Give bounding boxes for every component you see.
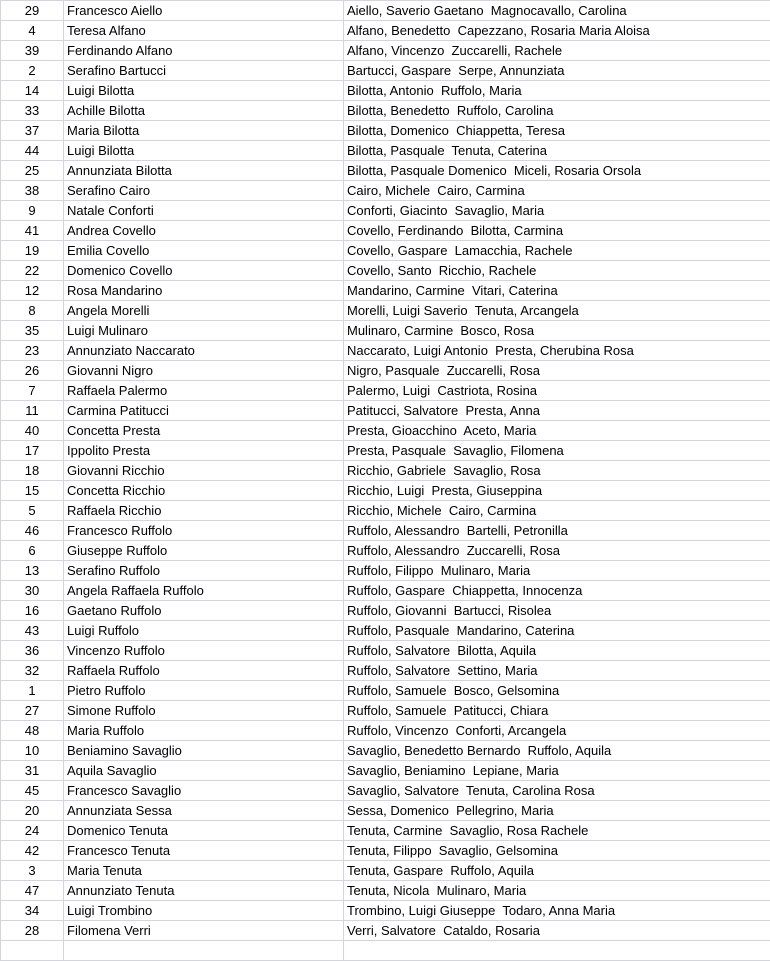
name-cell[interactable]: Luigi Ruffolo [64,621,344,641]
table-row [1,701,770,721]
parents-cell[interactable]: Ruffolo, Filippo Mulinaro, Maria [344,561,770,581]
num-cell[interactable]: 24 [1,821,64,841]
parents-cell[interactable]: Bilotta, Domenico Chiappetta, Teresa [344,121,770,141]
name-cell[interactable]: Ferdinando Alfano [64,41,344,61]
name-cell[interactable]: Francesco Savaglio [64,781,344,801]
table-row [1,301,770,321]
name-cell[interactable]: Domenico Tenuta [64,821,344,841]
parents-cell[interactable]: Ricchio, Gabriele Savaglio, Rosa [344,461,770,481]
name-cell[interactable]: Filomena Verri [64,921,344,941]
table-row [1,461,770,481]
parents-cell[interactable]: Tenuta, Gaspare Ruffolo, Aquila [344,861,770,881]
parents-cell[interactable]: Patitucci, Salvatore Presta, Anna [344,401,770,421]
table-row [1,161,770,181]
table-row [1,101,770,121]
num-cell[interactable]: 36 [1,641,64,661]
table-row [1,481,770,501]
table-row [1,281,770,301]
num-cell[interactable]: 19 [1,241,64,261]
num-cell[interactable]: 17 [1,441,64,461]
num-cell[interactable]: 39 [1,41,64,61]
table-row [1,641,770,661]
table-row [1,201,770,221]
parents-cell[interactable]: Tenuta, Carmine Savaglio, Rosa Rachele [344,821,770,841]
name-cell[interactable]: Aquila Savaglio [64,761,344,781]
parents-cell[interactable]: Ruffolo, Alessandro Bartelli, Petronilla [344,521,770,541]
name-cell[interactable]: Natale Conforti [64,201,344,221]
num-cell[interactable]: 8 [1,301,64,321]
parents-cell[interactable]: Ricchio, Michele Cairo, Carmina [344,501,770,521]
table-row [1,381,770,401]
parents-cell[interactable]: Savaglio, Benedetto Bernardo Ruffolo, Aquila [344,741,770,761]
table-row [1,341,770,361]
num-cell[interactable]: 22 [1,261,64,281]
num-cell[interactable]: 47 [1,881,64,901]
table-row [1,1,770,21]
table-row [1,61,770,81]
parents-cell[interactable]: Bartucci, Gaspare Serpe, Annunziata [344,61,770,81]
table-row [1,541,770,561]
parents-cell[interactable]: Bilotta, Pasquale Tenuta, Caterina [344,141,770,161]
table-row [1,221,770,241]
num-cell[interactable]: 11 [1,401,64,421]
name-cell[interactable]: Giovanni Ricchio [64,461,344,481]
table-row [1,401,770,421]
name-cell[interactable]: Maria Bilotta [64,121,344,141]
name-cell[interactable]: Raffaela Palermo [64,381,344,401]
num-cell[interactable]: 29 [1,1,64,21]
table-row [1,441,770,461]
name-cell[interactable]: Emilia Covello [64,241,344,261]
parents-cell[interactable]: Ruffolo, Gaspare Chiappetta, Innocenza [344,581,770,601]
table-row [1,121,770,141]
num-cell[interactable]: 18 [1,461,64,481]
name-cell[interactable]: Annunziato Tenuta [64,881,344,901]
table-row [1,421,770,441]
parents-cell[interactable]: Alfano, Benedetto Capezzano, Rosaria Maria Aloisa [344,21,770,41]
num-cell[interactable]: 41 [1,221,64,241]
num-cell[interactable]: 23 [1,341,64,361]
num-cell[interactable]: 14 [1,81,64,101]
num-cell[interactable]: 28 [1,921,64,941]
num-cell[interactable]: 9 [1,201,64,221]
parents-cell[interactable]: Ruffolo, Giovanni Bartucci, Risolea [344,601,770,621]
num-cell[interactable]: 2 [1,61,64,81]
table-row [1,941,770,961]
parents-cell[interactable]: Covello, Ferdinando Bilotta, Carmina [344,221,770,241]
name-cell[interactable]: Luigi Bilotta [64,141,344,161]
name-cell[interactable]: Raffaela Ricchio [64,501,344,521]
parents-cell[interactable]: Aiello, Saverio Gaetano Magnocavallo, Carolina [344,1,770,21]
table-row [1,141,770,161]
table-row [1,561,770,581]
num-cell[interactable]: 34 [1,901,64,921]
table-row [1,681,770,701]
table-row [1,361,770,381]
num-cell[interactable]: 40 [1,421,64,441]
table-row [1,881,770,901]
parents-cell[interactable]: Trombino, Luigi Giuseppe Todaro, Anna Maria [344,901,770,921]
name-cell[interactable]: Luigi Trombino [64,901,344,921]
num-cell[interactable]: 7 [1,381,64,401]
table-row [1,41,770,61]
table-row [1,801,770,821]
name-cell[interactable]: Luigi Bilotta [64,81,344,101]
table-row [1,241,770,261]
num-cell[interactable]: 33 [1,101,64,121]
num-cell[interactable]: 1 [1,681,64,701]
name-cell[interactable]: Luigi Mulinaro [64,321,344,341]
table-row [1,501,770,521]
name-cell[interactable]: Serafino Bartucci [64,61,344,81]
name-cell[interactable]: Vincenzo Ruffolo [64,641,344,661]
parents-cell[interactable]: Mulinaro, Carmine Bosco, Rosa [344,321,770,341]
name-cell[interactable]: Concetta Ricchio [64,481,344,501]
parents-cell[interactable]: Savaglio, Beniamino Lepiane, Maria [344,761,770,781]
parents-cell[interactable]: Naccarato, Luigi Antonio Presta, Cherubina Rosa [344,341,770,361]
name-cell[interactable]: Francesco Tenuta [64,841,344,861]
name-cell[interactable]: Giuseppe Ruffolo [64,541,344,561]
table-body [1,1,770,961]
parents-cell[interactable]: Alfano, Vincenzo Zuccarelli, Rachele [344,41,770,61]
parents-cell[interactable]: Covello, Santo Ricchio, Rachele [344,261,770,281]
name-cell[interactable]: Angela Raffaela Ruffolo [64,581,344,601]
num-cell[interactable]: 6 [1,541,64,561]
name-cell[interactable]: Beniamino Savaglio [64,741,344,761]
parents-cell[interactable]: Palermo, Luigi Castriota, Rosina [344,381,770,401]
name-cell[interactable]: Francesco Ruffolo [64,521,344,541]
parents-cell[interactable]: Sessa, Domenico Pellegrino, Maria [344,801,770,821]
parents-cell[interactable]: Bilotta, Pasquale Domenico Miceli, Rosaria Orsola [344,161,770,181]
table-row [1,21,770,41]
num-cell[interactable]: 25 [1,161,64,181]
table-row [1,741,770,761]
table-row [1,821,770,841]
parents-cell[interactable]: Conforti, Giacinto Savaglio, Maria [344,201,770,221]
parents-cell[interactable]: Tenuta, Nicola Mulinaro, Maria [344,881,770,901]
table-row [1,521,770,541]
name-cell[interactable]: Andrea Covello [64,221,344,241]
num-cell[interactable] [1,941,64,961]
name-cell[interactable]: Ippolito Presta [64,441,344,461]
name-cell[interactable]: Francesco Aiello [64,1,344,21]
parents-cell[interactable]: Ruffolo, Vincenzo Conforti, Arcangela [344,721,770,741]
name-cell[interactable]: Giovanni Nigro [64,361,344,381]
parents-cell[interactable]: Ruffolo, Pasquale Mandarino, Caterina [344,621,770,641]
table-row [1,661,770,681]
name-cell[interactable]: Pietro Ruffolo [64,681,344,701]
name-cell[interactable] [64,941,344,961]
table-row [1,781,770,801]
parents-cell[interactable]: Savaglio, Salvatore Tenuta, Carolina Rosa [344,781,770,801]
table-row [1,841,770,861]
num-cell[interactable]: 5 [1,501,64,521]
table-row [1,81,770,101]
parents-cell[interactable]: Ruffolo, Salvatore Bilotta, Aquila [344,641,770,661]
num-cell[interactable]: 35 [1,321,64,341]
name-cell[interactable]: Maria Ruffolo [64,721,344,741]
num-cell[interactable]: 30 [1,581,64,601]
num-cell[interactable]: 27 [1,701,64,721]
name-cell[interactable]: Annunziata Sessa [64,801,344,821]
table-row [1,581,770,601]
parents-cell[interactable]: Bilotta, Antonio Ruffolo, Maria [344,81,770,101]
name-cell[interactable]: Carmina Patitucci [64,401,344,421]
parents-cell[interactable]: Ruffolo, Alessandro Zuccarelli, Rosa [344,541,770,561]
parents-cell[interactable]: Tenuta, Filippo Savaglio, Gelsomina [344,841,770,861]
num-cell[interactable]: 15 [1,481,64,501]
name-cell[interactable]: Rosa Mandarino [64,281,344,301]
num-cell[interactable]: 10 [1,741,64,761]
num-cell[interactable]: 20 [1,801,64,821]
num-cell[interactable]: 3 [1,861,64,881]
table-row [1,181,770,201]
parents-cell[interactable]: Covello, Gaspare Lamacchia, Rachele [344,241,770,261]
num-cell[interactable]: 46 [1,521,64,541]
parents-cell[interactable]: Morelli, Luigi Saverio Tenuta, Arcangela [344,301,770,321]
name-cell[interactable]: Teresa Alfano [64,21,344,41]
num-cell[interactable]: 48 [1,721,64,741]
name-cell[interactable]: Raffaela Ruffolo [64,661,344,681]
parents-cell[interactable]: Nigro, Pasquale Zuccarelli, Rosa [344,361,770,381]
num-cell[interactable]: 37 [1,121,64,141]
num-cell[interactable]: 45 [1,781,64,801]
table-row [1,261,770,281]
num-cell[interactable]: 43 [1,621,64,641]
name-cell[interactable]: Simone Ruffolo [64,701,344,721]
num-cell[interactable]: 16 [1,601,64,621]
table-row [1,921,770,941]
parents-cell[interactable]: Ruffolo, Salvatore Settino, Maria [344,661,770,681]
name-cell[interactable]: Serafino Cairo [64,181,344,201]
num-cell[interactable]: 12 [1,281,64,301]
table-row [1,621,770,641]
name-cell[interactable]: Serafino Ruffolo [64,561,344,581]
table-row [1,861,770,881]
name-cell[interactable]: Angela Morelli [64,301,344,321]
parents-cell[interactable] [344,941,770,961]
name-cell[interactable]: Maria Tenuta [64,861,344,881]
table-row [1,721,770,741]
num-cell[interactable]: 31 [1,761,64,781]
parents-cell[interactable]: Mandarino, Carmine Vitari, Caterina [344,281,770,301]
table-row [1,901,770,921]
num-cell[interactable]: 13 [1,561,64,581]
name-cell[interactable]: Annunziato Naccarato [64,341,344,361]
num-cell[interactable]: 32 [1,661,64,681]
name-cell[interactable]: Annunziata Bilotta [64,161,344,181]
num-cell[interactable]: 26 [1,361,64,381]
parents-cell[interactable]: Presta, Pasquale Savaglio, Filomena [344,441,770,461]
table-row [1,761,770,781]
parents-cell[interactable]: Ruffolo, Samuele Bosco, Gelsomina [344,681,770,701]
num-cell[interactable]: 4 [1,21,64,41]
num-cell[interactable]: 38 [1,181,64,201]
num-cell[interactable]: 44 [1,141,64,161]
parents-cell[interactable]: Ruffolo, Samuele Patitucci, Chiara [344,701,770,721]
parents-cell[interactable]: Ricchio, Luigi Presta, Giuseppina [344,481,770,501]
name-cell[interactable]: Gaetano Ruffolo [64,601,344,621]
num-cell[interactable]: 42 [1,841,64,861]
table-row [1,321,770,341]
name-cell[interactable]: Concetta Presta [64,421,344,441]
table-row [1,601,770,621]
name-cell[interactable]: Achille Bilotta [64,101,344,121]
parents-cell[interactable]: Verri, Salvatore Cataldo, Rosaria [344,921,770,941]
parents-cell[interactable]: Cairo, Michele Cairo, Carmina [344,181,770,201]
parents-cell[interactable]: Presta, Gioacchino Aceto, Maria [344,421,770,441]
name-cell[interactable]: Domenico Covello [64,261,344,281]
parents-cell[interactable]: Bilotta, Benedetto Ruffolo, Carolina [344,101,770,121]
